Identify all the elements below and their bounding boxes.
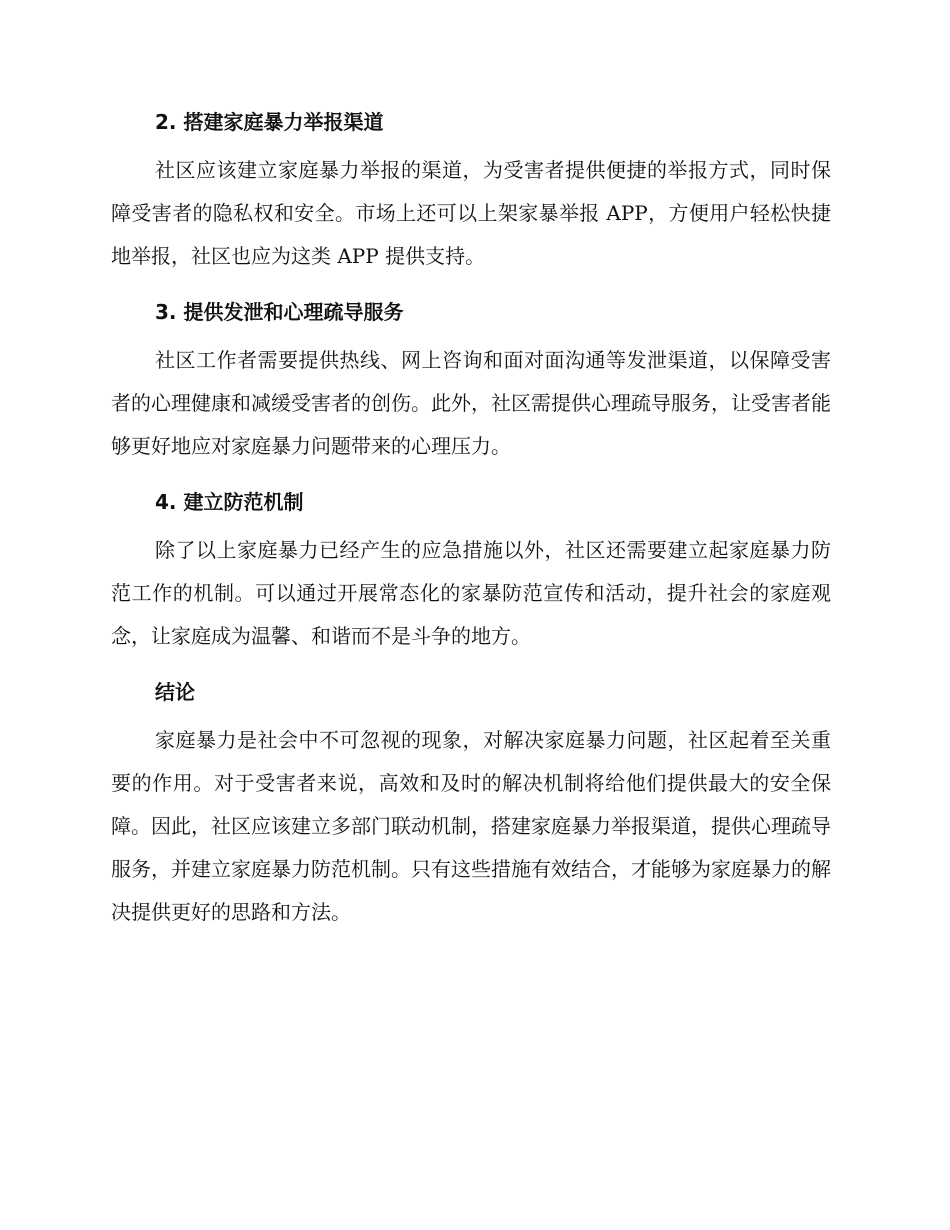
section-heading: 4. 建立防范机制 (155, 490, 304, 514)
section-heading: 2. 搭建家庭暴力举报渠道 (155, 110, 384, 134)
section-heading: 3. 提供发泄和心理疏导服务 (155, 300, 404, 324)
section-prevention-mechanism (111, 488, 831, 658)
section-paragraph: 家庭暴力是社会中不可忽视的现象，对解决家庭暴力问题，社区起着至关重要的作用。对于受害者来说，高效和及时的解决机制将给他们提供最大的安全保障。因此，社区应该建立多部门联动机制，搭建家庭暴力举报渠道，提供心理疏导服务，并建立家庭暴力防范机制。只有这些措施有效结合，才能够为家庭暴力的解决提供更好的思路和方法。 (111, 728, 831, 924)
section-paragraph: 社区工作者需要提供热线、网上咨询和面对面沟通等发泄渠道，以保障受害者的心理健康和减缓受害者的创伤。此外，社区需提供心理疏导服务，让受害者能够更好地应对家庭暴力问题带来的心理压力。 (111, 348, 831, 458)
section-paragraph: 社区应该建立家庭暴力举报的渠道，为受害者提供便捷的举报方式，同时保障受害者的隐私权和安全。市场上还可以上架家暴举报 APP，方便用户轻松快捷地举报，社区也应为这类 APP 提供支持。 (111, 158, 831, 268)
document-body (111, 108, 831, 954)
section-counseling-service (111, 298, 831, 468)
section-heading: 结论 (155, 680, 195, 704)
section-conclusion (111, 678, 831, 934)
section-paragraph: 除了以上家庭暴力已经产生的应急措施以外，社区还需要建立起家庭暴力防范工作的机制。可以通过开展常态化的家暴防范宣传和活动，提升社会的家庭观念，让家庭成为温馨、和谐而不是斗争的地方。 (111, 538, 831, 648)
section-reporting-channel (111, 108, 831, 278)
